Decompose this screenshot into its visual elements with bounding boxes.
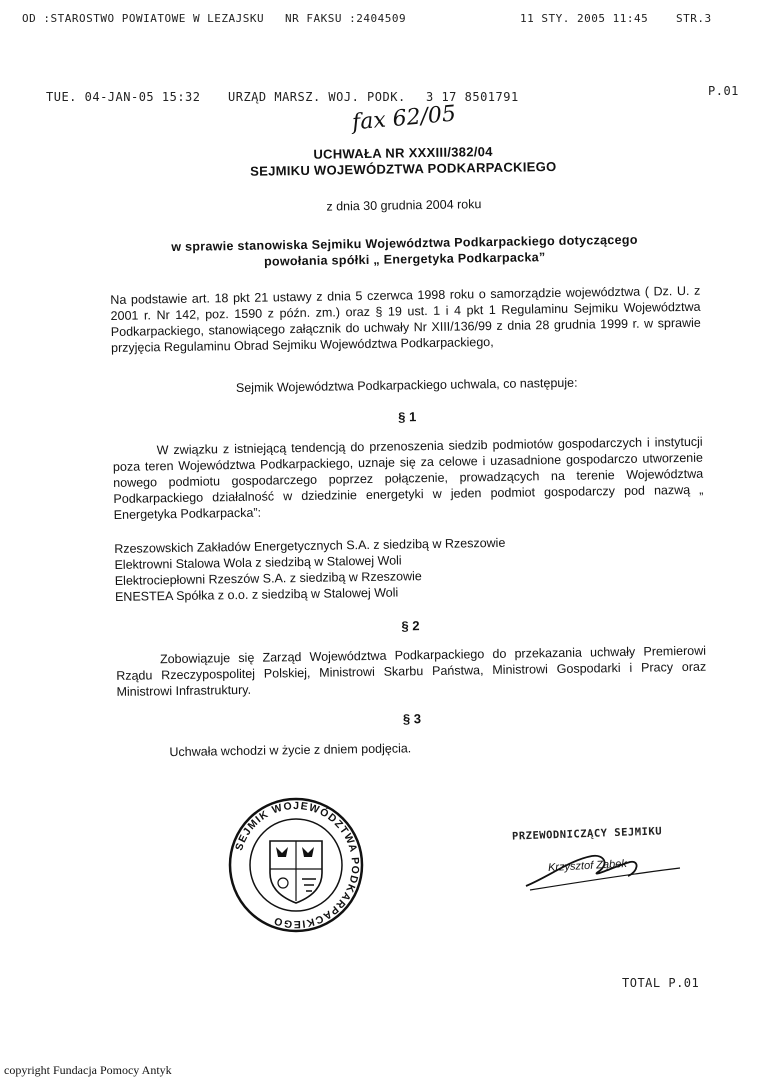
resolution-number: UCHWAŁA NR XXXIII/382/04 bbox=[313, 143, 493, 162]
subject-line-1: w sprawie stanowiska Sejmiku Województwa Podkarpackiego dotyczącego bbox=[171, 232, 638, 255]
seal-text: SEJMIK WOJEWÓDZTWA PODKARPACKIEGO bbox=[233, 799, 362, 931]
total-pages: TOTAL P.01 bbox=[622, 976, 700, 990]
subject-line-2: powołania spółki „ Energetyka Podkarpacka” bbox=[263, 250, 546, 269]
official-seal bbox=[226, 795, 366, 935]
section-2-mark: § 2 bbox=[401, 618, 420, 634]
coat-of-arms-icon bbox=[270, 841, 322, 903]
preamble: Na podstawie art. 18 pkt 21 ustawy z dnia 5 czerwca 1998 roku o samorządzie województwa ( Dz. U. z 2001 r. Nr 142, poz. 1590 z późn. zm.) oraz § 19 ust. 1 i 4 pkt 1 Regulaminu Sejmiku Województwa Podkarpackiego, stanowiącego załącznik do uchwały Nr XIII/136/99 z dnia 28 grudnia 1999 r. w sprawie przyjęcia Regulaminu Obrad Sejmiku Województwa Podkarpackiego, bbox=[110, 283, 701, 355]
section-1-text: W związku z istniejącą tendencją do przenoszenia siedzib podmiotów gospodarczych i instytucji poza teren Województwa Podkarpackiego, uznaje się za celowe i uzasadnione gospodarczo utworzenie nowego podmiotu gospodarczego poprzez połączenie, prowadzących na terenie Województwa Podkarpackiego działalność w dziedzinie energetyki w jeden podmiot gospodarczy pod nazwą „ Energetyka Podkarpacka”: bbox=[112, 434, 704, 522]
section-3-mark: § 3 bbox=[402, 711, 422, 727]
copyright-footer: copyright Fundacja Pomocy Antyk bbox=[4, 1063, 172, 1077]
resolution-issuer: SEJMIKU WOJEWÓDZTWA PODKARPACKIEGO bbox=[250, 158, 557, 179]
fax-sender: OD :STAROSTWO POWIATOWE W LEZAJSKU bbox=[22, 12, 265, 25]
fax-page: STR.3 bbox=[676, 12, 712, 25]
section-2-text: Zobowiązuje się Zarząd Województwa Podkarpackiego do przekazania uchwały Premierowi Rządu Rzeczypospolitej Polskiej, Ministrowi Skarbu Państwa, Ministrowi Gospodarki i Pracy oraz Ministrowi Infrastruktury. bbox=[116, 643, 707, 699]
company-item: Rzeszowskich Zakładów Energetycznych S.A. z siedzibą w Rzeszowie bbox=[114, 535, 506, 556]
fax-number: NR FAKSU :2404509 bbox=[285, 12, 407, 25]
signature-title: PRZEWODNICZĄCY SEJMIKU bbox=[511, 825, 663, 843]
signature-name: Krzysztof Ząbek bbox=[547, 857, 628, 875]
section-1-mark: § 1 bbox=[398, 409, 417, 425]
handwritten-note: fax 62/05 bbox=[351, 101, 457, 136]
fax2-page: P.01 bbox=[708, 84, 739, 98]
company-list bbox=[114, 532, 705, 605]
resolves-line: Sejmik Województwa Podkarpackiego uchwala, co następuje: bbox=[235, 375, 578, 396]
company-item: Elektrociepłowni Rzeszów S.A. z siedzibą w Rzeszowie bbox=[114, 569, 422, 588]
fax2-day-time: TUE. 04-JAN-05 15:32 bbox=[46, 90, 201, 104]
section-3-text: Uchwała wchodzi w życie z dniem podjęcia. bbox=[169, 741, 412, 760]
resolution-date: z dnia 30 grudnia 2004 roku bbox=[326, 197, 482, 214]
company-item: ENESTEA Spółka z o.o. z siedzibą w Stalowej Woli bbox=[114, 585, 399, 604]
document-body bbox=[108, 141, 708, 761]
company-item: Elektrowni Stalowa Wola z siedzibą w Stalowej Woli bbox=[114, 553, 402, 572]
fax-date-time: 11 STY. 2005 11:45 bbox=[520, 12, 649, 25]
fax2-phone: 3 17 8501791 bbox=[426, 90, 519, 104]
fax2-office: URZĄD MARSZ. WOJ. PODK. bbox=[228, 90, 406, 104]
